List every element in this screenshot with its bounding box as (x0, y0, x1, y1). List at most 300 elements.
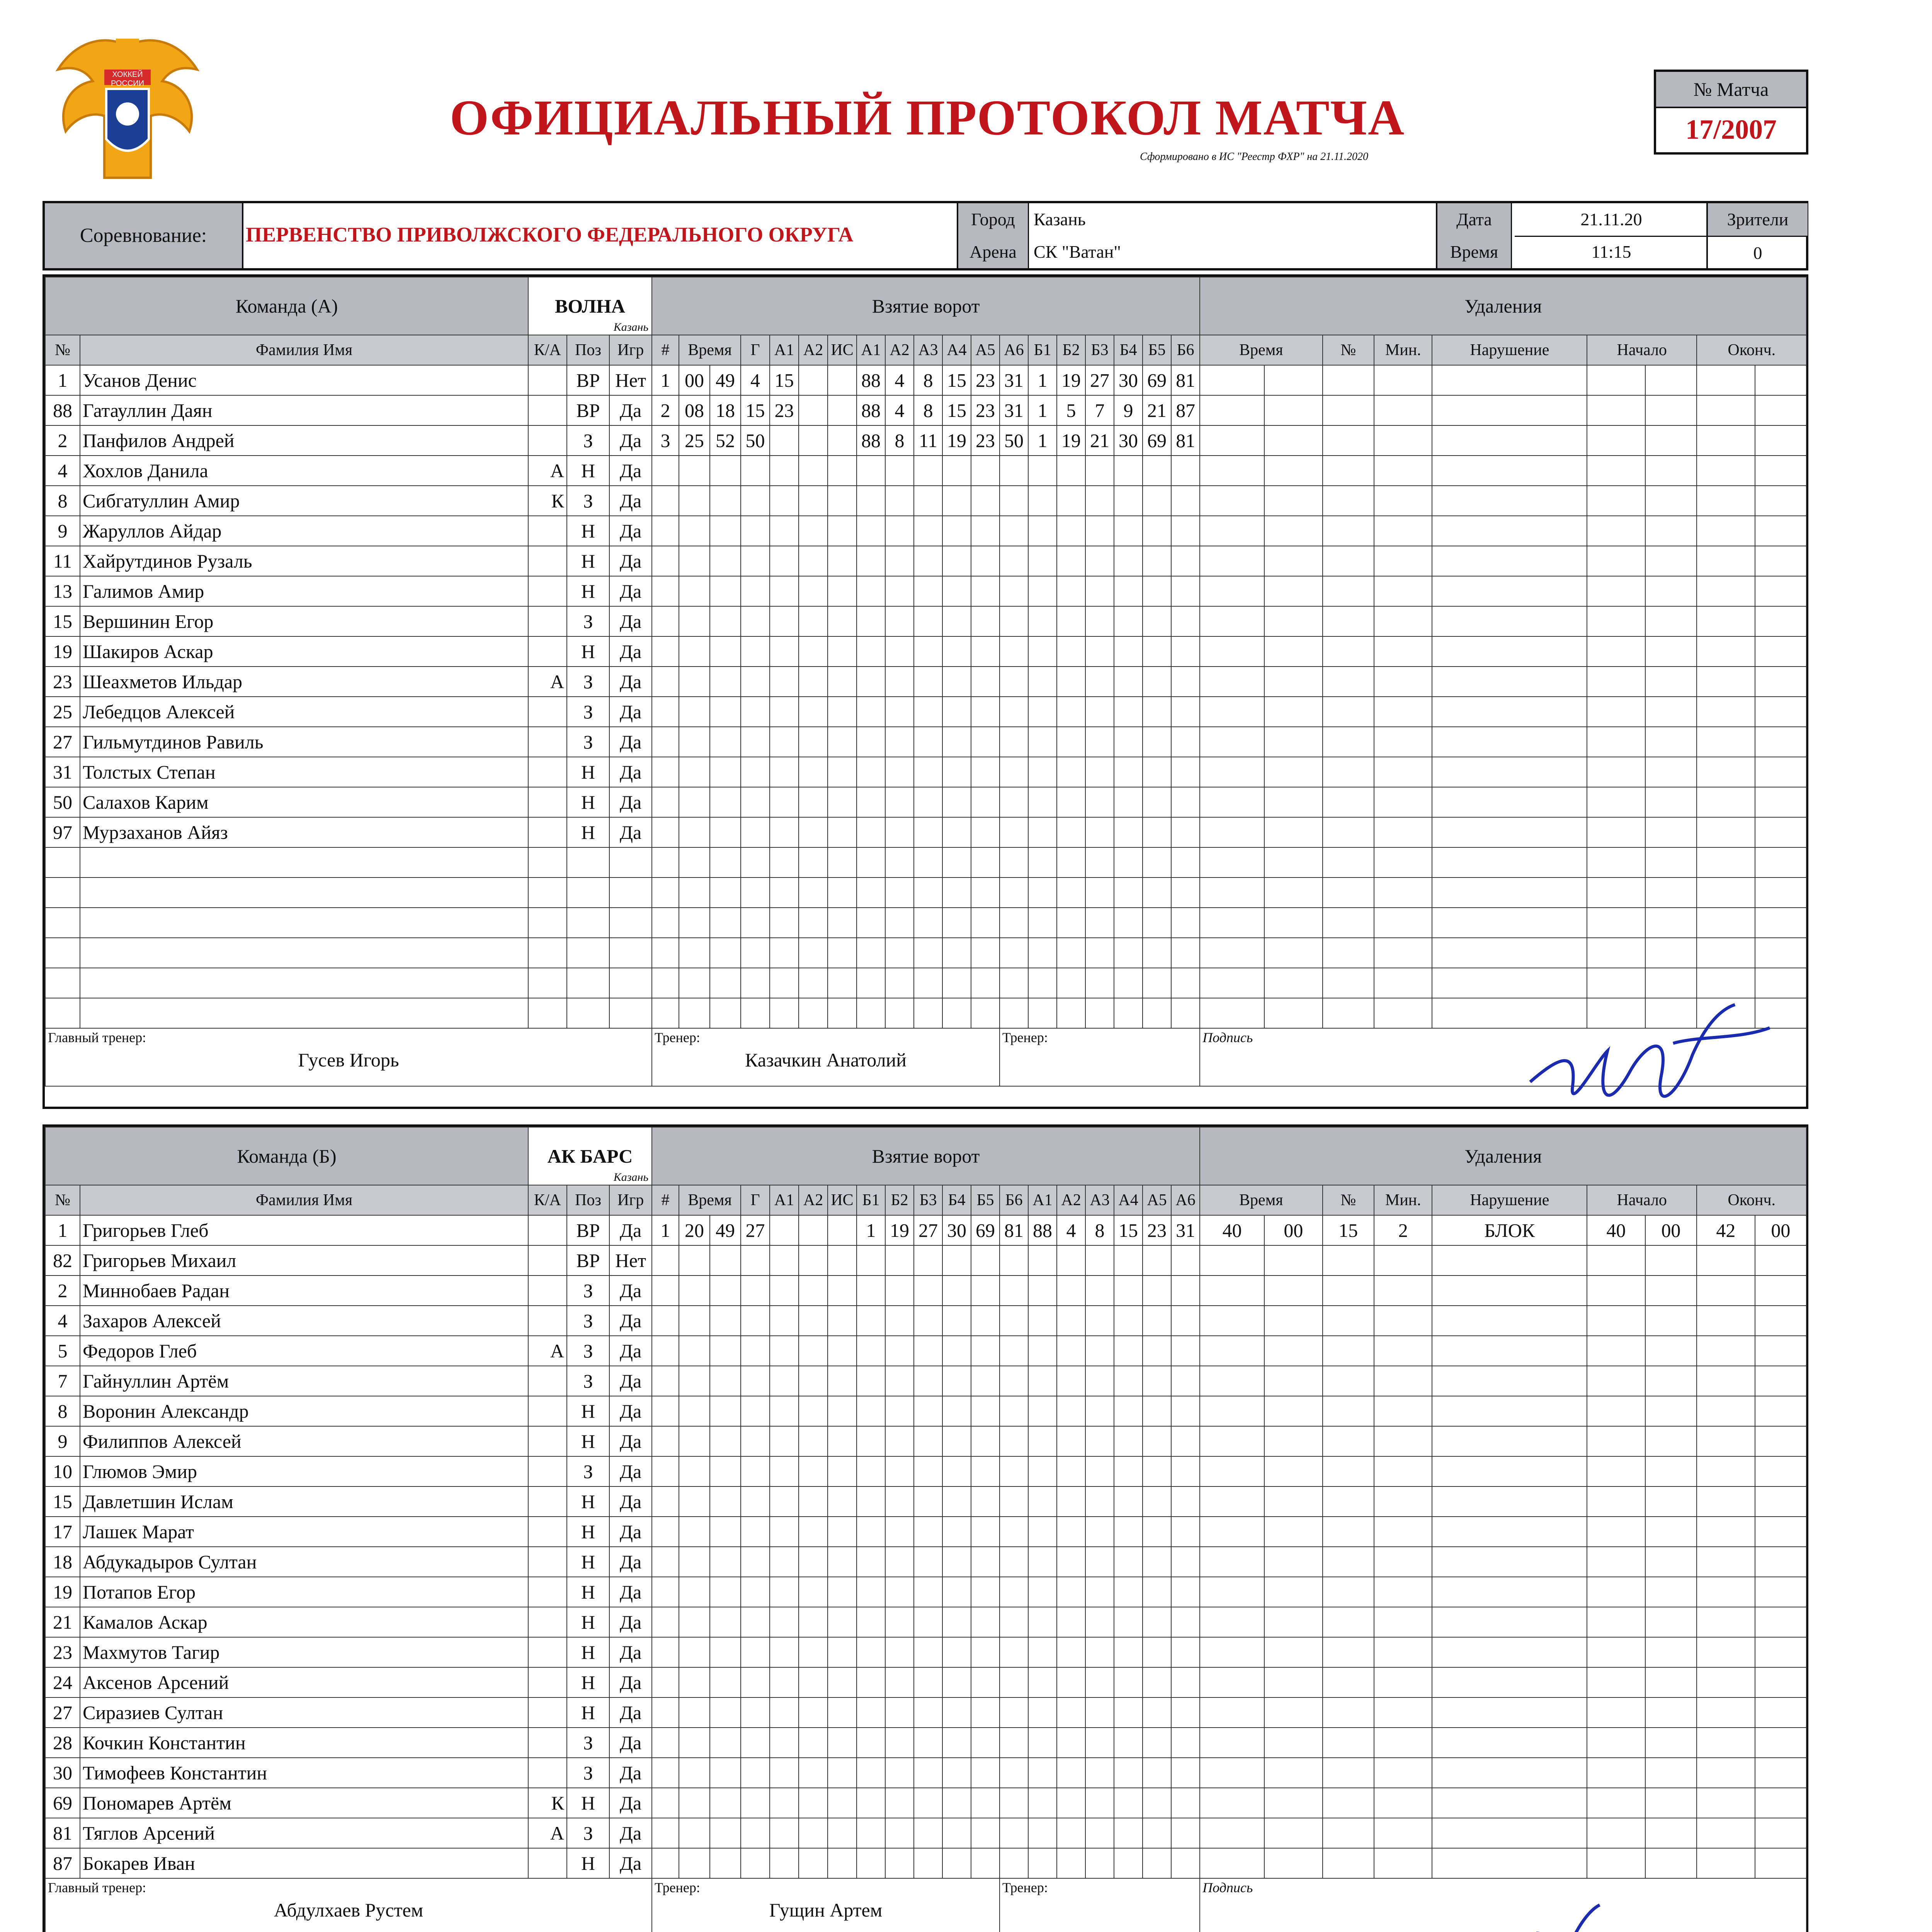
penalty-cell: БЛОК (1432, 1215, 1587, 1245)
goal-cell (971, 1366, 1000, 1396)
goal-cell (885, 1486, 914, 1517)
goal-cell (942, 1336, 971, 1366)
penalty-cell (1432, 516, 1587, 546)
player-cell: Да (609, 1758, 652, 1788)
player-cell: Толстых Степан (80, 757, 528, 787)
goal-cell (1143, 908, 1171, 938)
goal-cell (857, 576, 885, 606)
penalty-cell (1264, 1607, 1322, 1637)
goal-cell (1057, 998, 1085, 1028)
penalty-cell (1200, 1396, 1264, 1426)
goal-cell (741, 1637, 770, 1667)
goal-cell (1143, 636, 1171, 667)
player-cell (528, 998, 567, 1028)
goal-cell (799, 516, 828, 546)
penalty-cell (1374, 425, 1432, 456)
penalty-cell (1200, 1607, 1264, 1637)
penalty-cell (1697, 757, 1755, 787)
table-row (45, 1697, 1806, 1728)
table-row (45, 576, 1806, 606)
player-cell: Гайнуллин Артём (80, 1366, 528, 1396)
table-row (45, 1818, 1806, 1848)
goal-cell (942, 1667, 971, 1697)
goal-cell (710, 1818, 741, 1848)
goal-cell (1171, 1486, 1200, 1517)
player-cell: Лашек Марат (80, 1517, 528, 1547)
goal-cell (770, 998, 799, 1028)
goal-cell (1114, 787, 1143, 817)
penalty-cell (1323, 456, 1374, 486)
player-cell: ВР (567, 365, 609, 395)
column-header: А5 (1143, 1185, 1171, 1215)
penalty-cell (1755, 938, 1807, 968)
goal-cell (828, 516, 857, 546)
goal-cell: 5 (1057, 395, 1085, 425)
goal-cell (1085, 1336, 1114, 1366)
goal-cell (828, 606, 857, 636)
goal-cell (679, 1276, 710, 1306)
player-cell: Галимов Амир (80, 576, 528, 606)
goal-cell (1028, 576, 1057, 606)
goal-cell (828, 1788, 857, 1818)
goal-cell (770, 1728, 799, 1758)
goal-cell (741, 1667, 770, 1697)
goal-cell (1114, 998, 1143, 1028)
goal-cell (971, 697, 1000, 727)
penalty-cell (1200, 1788, 1264, 1818)
goal-cell (1057, 1336, 1085, 1366)
penalty-cell (1323, 998, 1374, 1028)
penalty-cell (1697, 1486, 1755, 1517)
player-cell: 1 (45, 1215, 80, 1245)
goal-cell (1143, 1697, 1171, 1728)
goal-cell (914, 968, 942, 998)
penalty-cell (1755, 576, 1807, 606)
goal-cell (1000, 1396, 1028, 1426)
goal-cell (857, 546, 885, 576)
goal-cell: 31 (1000, 365, 1028, 395)
goal-cell (914, 908, 942, 938)
goal-cell (770, 1276, 799, 1306)
penalty-cell (1264, 1577, 1322, 1607)
goal-cell (1143, 697, 1171, 727)
penalty-cell (1755, 456, 1807, 486)
player-cell (528, 1667, 567, 1697)
goal-cell (652, 908, 679, 938)
penalty-cell (1374, 757, 1432, 787)
goal-cell (799, 1245, 828, 1276)
goal-cell (741, 1728, 770, 1758)
goal-cell (1057, 1697, 1085, 1728)
goal-cell (942, 1848, 971, 1878)
penalty-cell (1374, 1788, 1432, 1818)
goal-cell (885, 1577, 914, 1607)
goal-cell (799, 636, 828, 667)
goal-cell (914, 1245, 942, 1276)
goal-cell (971, 1306, 1000, 1336)
penalty-cell (1374, 1848, 1432, 1878)
goal-cell (1057, 1396, 1085, 1426)
penalty-cell (1645, 817, 1697, 847)
goal-cell (710, 938, 741, 968)
goal-cell (799, 1788, 828, 1818)
goal-cell (942, 546, 971, 576)
penalty-cell (1264, 1396, 1322, 1426)
goal-cell (885, 516, 914, 546)
player-cell: Н (567, 757, 609, 787)
goal-cell (1114, 1607, 1143, 1637)
player-cell: 81 (45, 1818, 80, 1848)
player-cell: Н (567, 456, 609, 486)
goal-cell (1085, 636, 1114, 667)
goal-cell (971, 968, 1000, 998)
penalty-cell (1264, 1637, 1322, 1667)
goal-cell (679, 486, 710, 516)
goal-cell (1171, 1848, 1200, 1878)
penalty-cell (1374, 968, 1432, 998)
penalty-cell (1323, 1517, 1374, 1547)
player-cell: ВР (567, 1215, 609, 1245)
goal-cell (799, 727, 828, 757)
team-city: Казань (613, 1171, 649, 1184)
goal-cell (885, 1517, 914, 1547)
goal-cell (828, 938, 857, 968)
goal-cell (1057, 636, 1085, 667)
coach2-cell (1000, 1878, 1200, 1932)
arena-label: Арена (958, 236, 1029, 268)
goal-cell (1057, 456, 1085, 486)
goal-cell (1143, 667, 1171, 697)
goal-cell (770, 727, 799, 757)
column-header: Нарушение (1432, 335, 1587, 365)
penalty-cell (1374, 1456, 1432, 1486)
goal-cell (799, 1306, 828, 1336)
goal-cell (971, 1697, 1000, 1728)
column-header: Фамилия Имя (80, 335, 528, 365)
goal-cell (1028, 1818, 1057, 1848)
team-city: Казань (613, 321, 649, 333)
goal-cell (1171, 998, 1200, 1028)
penalty-cell (1374, 1486, 1432, 1517)
goal-cell (942, 1758, 971, 1788)
goal-cell (885, 727, 914, 757)
penalty-cell (1755, 1426, 1807, 1456)
goal-cell: 88 (857, 365, 885, 395)
penalty-cell (1374, 1818, 1432, 1848)
column-header: Б3 (1085, 335, 1114, 365)
column-header: Б2 (1057, 335, 1085, 365)
goal-cell (652, 1637, 679, 1667)
player-cell: Григорьев Михаил (80, 1245, 528, 1276)
player-cell: 2 (45, 425, 80, 456)
goal-cell (942, 968, 971, 998)
player-cell (528, 1486, 567, 1517)
goal-cell (710, 908, 741, 938)
table-row (45, 1577, 1806, 1607)
goal-cell (679, 1426, 710, 1456)
penalty-cell (1697, 878, 1755, 908)
goal-cell (1085, 878, 1114, 908)
goal-cell (741, 847, 770, 878)
player-cell: Да (609, 727, 652, 757)
goal-cell (799, 1697, 828, 1728)
goal-cell (1171, 1306, 1200, 1336)
goal-cell (799, 817, 828, 847)
goal-cell (1114, 456, 1143, 486)
penalty-cell (1645, 757, 1697, 787)
goal-cell (1114, 606, 1143, 636)
goal-cell (1114, 757, 1143, 787)
goal-cell (799, 365, 828, 395)
column-header: А2 (799, 1185, 828, 1215)
goal-cell (942, 727, 971, 757)
team-name-cell (528, 277, 652, 335)
goal-cell (1000, 787, 1028, 817)
penalty-cell (1374, 516, 1432, 546)
table-row (45, 486, 1806, 516)
column-header: Б1 (857, 1185, 885, 1215)
goal-cell (914, 486, 942, 516)
goal-cell (679, 787, 710, 817)
penalty-cell (1374, 847, 1432, 878)
goal-cell: 50 (1000, 425, 1028, 456)
team-signature-label: Подпись (1202, 1880, 1253, 1895)
penalty-cell (1200, 486, 1264, 516)
penalty-cell (1587, 727, 1645, 757)
city-value: Казань (1034, 209, 1086, 229)
goal-cell: 8 (914, 365, 942, 395)
goal-cell: 2 (652, 395, 679, 425)
penalty-cell (1264, 456, 1322, 486)
penalty-cell (1755, 1366, 1807, 1396)
penalty-cell (1587, 968, 1645, 998)
goal-cell (652, 727, 679, 757)
goal-cell (1028, 546, 1057, 576)
goal-cell (710, 1697, 741, 1728)
penalty-cell (1587, 516, 1645, 546)
table-row (45, 878, 1806, 908)
goal-cell (710, 1517, 741, 1547)
goal-cell (971, 1577, 1000, 1607)
player-cell: ВР (567, 395, 609, 425)
goal-cell (679, 1818, 710, 1848)
goal-cell (1171, 486, 1200, 516)
goal-cell (1057, 1818, 1085, 1848)
penalty-cell (1755, 365, 1807, 395)
goal-cell (914, 727, 942, 757)
penalty-cell (1264, 727, 1322, 757)
goal-cell (652, 817, 679, 847)
player-cell (528, 1426, 567, 1456)
penalty-cell (1645, 1848, 1697, 1878)
penalty-cell (1264, 1758, 1322, 1788)
penalty-cell (1323, 1818, 1374, 1848)
penalty-cell (1587, 486, 1645, 516)
goal-cell (828, 878, 857, 908)
goal-cell (1028, 1245, 1057, 1276)
penalty-cell (1323, 1306, 1374, 1336)
goal-cell (679, 1728, 710, 1758)
goal-cell (710, 847, 741, 878)
goal-cell (799, 1607, 828, 1637)
goal-cell (1085, 516, 1114, 546)
penalty-cell (1200, 697, 1264, 727)
penalty-cell (1432, 878, 1587, 908)
player-cell: 19 (45, 636, 80, 667)
goal-cell (1171, 787, 1200, 817)
goal-cell (971, 1788, 1000, 1818)
penalty-cell (1374, 1366, 1432, 1396)
goal-cell (1000, 1547, 1028, 1577)
goal-cell (741, 516, 770, 546)
goal-cell (1171, 1577, 1200, 1607)
goal-cell (1085, 667, 1114, 697)
player-cell: Да (609, 1728, 652, 1758)
penalty-cell (1323, 1667, 1374, 1697)
player-cell: Пономарев Артём (80, 1788, 528, 1818)
player-cell (528, 757, 567, 787)
goal-cell (770, 425, 799, 456)
column-header: Б4 (1114, 335, 1143, 365)
goal-cell (799, 1426, 828, 1456)
column-header: Время (679, 335, 741, 365)
goal-cell (1085, 1276, 1114, 1306)
goal-cell (679, 697, 710, 727)
goal-cell (942, 1788, 971, 1818)
penalty-cell (1374, 636, 1432, 667)
goal-cell (885, 1306, 914, 1336)
goal-cell (971, 1758, 1000, 1788)
penalty-cell (1200, 1848, 1264, 1878)
head-coach-cell (45, 1028, 652, 1086)
goal-cell (828, 1456, 857, 1486)
goal-cell (679, 516, 710, 546)
goal-cell (942, 1547, 971, 1577)
penalty-cell: 40 (1200, 1215, 1264, 1245)
goal-cell (1114, 727, 1143, 757)
goal-cell (1085, 1788, 1114, 1818)
column-header: К/А (528, 1185, 567, 1215)
penalty-cell (1587, 576, 1645, 606)
head-coach-label: Главный тренер: (48, 1030, 146, 1045)
goal-cell (857, 1366, 885, 1396)
penalty-cell (1697, 1547, 1755, 1577)
goal-cell: 3 (652, 425, 679, 456)
penalty-cell (1323, 1486, 1374, 1517)
penalty-cell (1587, 636, 1645, 667)
penalty-cell (1264, 667, 1322, 697)
goal-cell (942, 878, 971, 908)
penalty-cell (1200, 456, 1264, 486)
penalty-cell (1432, 1517, 1587, 1547)
goal-cell (914, 1848, 942, 1878)
goal-cell (770, 1547, 799, 1577)
goal-cell (914, 787, 942, 817)
goal-cell (942, 1607, 971, 1637)
penalty-cell (1432, 1366, 1587, 1396)
goal-cell (1057, 1637, 1085, 1667)
player-cell: Н (567, 1788, 609, 1818)
goal-cell (885, 1758, 914, 1788)
goal-cell (710, 1547, 741, 1577)
player-cell (80, 938, 528, 968)
goal-cell (710, 787, 741, 817)
goal-cell (1114, 1818, 1143, 1848)
penalty-cell (1697, 1848, 1755, 1878)
goal-cell (652, 998, 679, 1028)
goal-cell (1000, 847, 1028, 878)
team-label: Команда (Б) (45, 1127, 528, 1185)
goal-cell (971, 456, 1000, 486)
player-cell: З (567, 606, 609, 636)
penalty-cell (1432, 365, 1587, 395)
goal-cell (885, 1366, 914, 1396)
player-cell: 8 (45, 486, 80, 516)
goal-cell (679, 1366, 710, 1396)
goal-cell (770, 1426, 799, 1456)
goal-cell (914, 1667, 942, 1697)
goal-cell: 27 (741, 1215, 770, 1245)
goal-cell (1000, 1276, 1028, 1306)
penalty-cell (1264, 636, 1322, 667)
penalty-cell (1645, 546, 1697, 576)
player-cell (528, 1697, 567, 1728)
goal-cell (770, 636, 799, 667)
column-header: А6 (1000, 335, 1028, 365)
player-cell: Н (567, 1607, 609, 1637)
goal-cell: 31 (1000, 395, 1028, 425)
goal-cell: 19 (1057, 365, 1085, 395)
goal-cell: 8 (914, 395, 942, 425)
column-header: Б5 (1143, 335, 1171, 365)
goal-cell (1028, 697, 1057, 727)
player-cell: 4 (45, 1306, 80, 1336)
penalty-cell (1200, 1818, 1264, 1848)
goal-cell (885, 1818, 914, 1848)
player-cell (528, 1366, 567, 1396)
penalty-cell (1432, 1276, 1587, 1306)
goal-cell (741, 1607, 770, 1637)
penalty-cell (1374, 1245, 1432, 1276)
player-cell: 88 (45, 395, 80, 425)
penalty-cell (1323, 878, 1374, 908)
table-row (45, 1215, 1806, 1245)
player-cell: Да (609, 1336, 652, 1366)
player-cell: Салахов Карим (80, 787, 528, 817)
goal-cell (1000, 606, 1028, 636)
player-cell: Воронин Александр (80, 1396, 528, 1426)
player-cell: З (567, 667, 609, 697)
goal-cell (971, 516, 1000, 546)
goal-cell: 49 (710, 365, 741, 395)
penalty-cell (1697, 1728, 1755, 1758)
goal-cell (652, 1336, 679, 1366)
player-cell: Да (609, 1456, 652, 1486)
goal-cell (1114, 576, 1143, 606)
goal-cell (914, 1366, 942, 1396)
goal-cell (914, 1788, 942, 1818)
penalty-cell (1697, 938, 1755, 968)
goal-cell (942, 908, 971, 938)
goal-cell (770, 1788, 799, 1818)
table-row (45, 787, 1806, 817)
goal-cell (710, 878, 741, 908)
goal-cell (1114, 1456, 1143, 1486)
goal-cell: 23 (971, 365, 1000, 395)
goal-cell (885, 1607, 914, 1637)
goal-cell (885, 1276, 914, 1306)
goal-cell (1171, 697, 1200, 727)
